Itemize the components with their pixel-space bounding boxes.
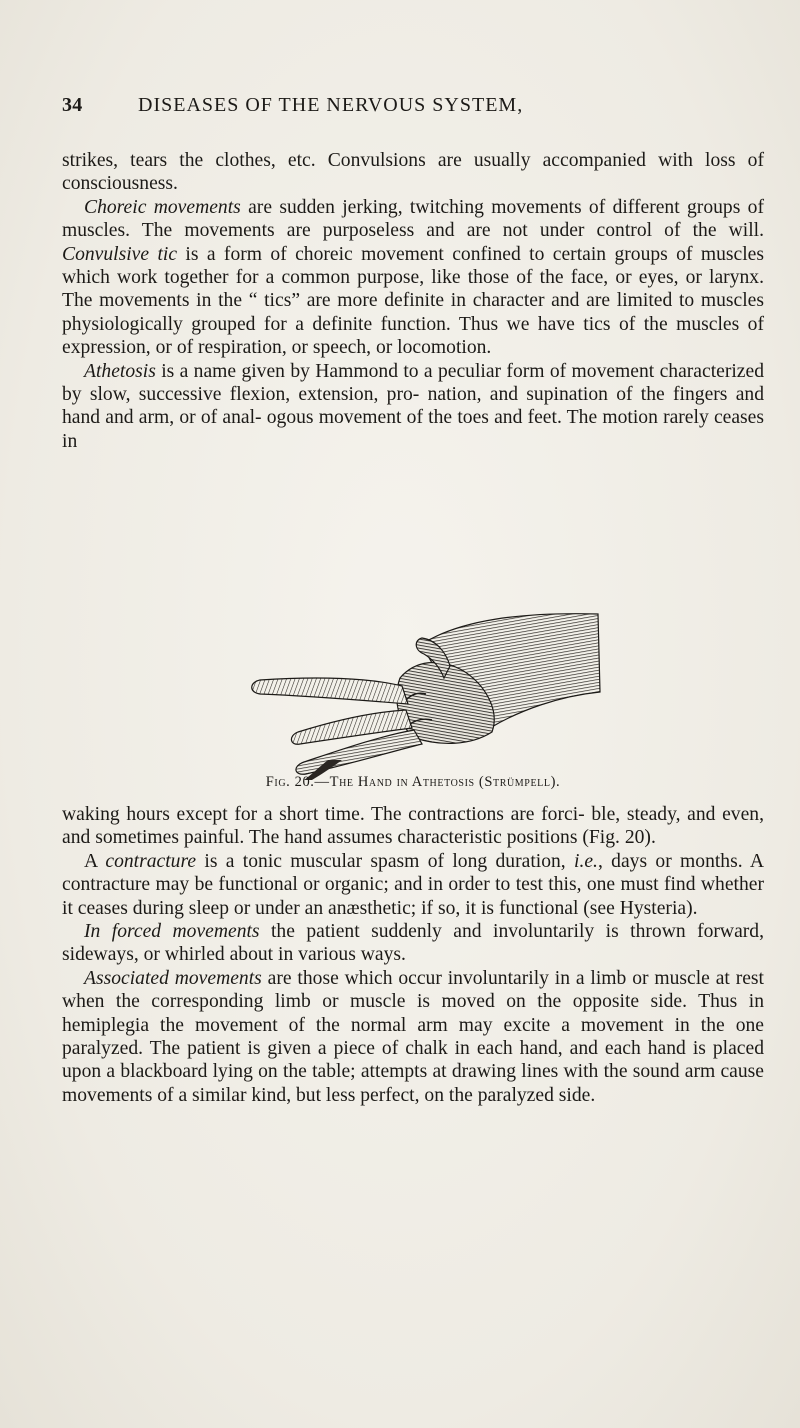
term-contracture: contracture <box>105 850 197 872</box>
page-number: 34 <box>62 94 83 116</box>
term-athetosis: Athetosis <box>84 360 156 382</box>
figure-caption: Fig. 20.—The Hand in Athetosis (Strümpell). <box>265 774 561 790</box>
running-head <box>62 94 762 120</box>
hand-in-athetosis-illustration <box>200 600 610 780</box>
paragraph-text: are sudden jerking, twitching movements of different groups of muscles. The movements are purposeless and are not under control of the will. <box>62 196 764 242</box>
paragraph-text: A <box>84 850 106 872</box>
paragraph-contracture <box>62 850 764 920</box>
paragraph-text: is a tonic muscular spasm of long duration, <box>196 850 575 872</box>
paragraph-waking-hours <box>62 803 764 850</box>
running-title: DISEASES OF THE NERVOUS SYSTEM, <box>138 94 524 116</box>
upper-text-block <box>62 149 764 453</box>
term-ie: i.e. <box>574 850 598 872</box>
paragraph-text: waking hours except for a short time. The contractions are forci- ble, steady, and even, and sometimes painful. The hand assumes characteristic positions (Fig. 20). <box>62 804 764 849</box>
paragraph-associated-movements <box>62 967 764 1107</box>
paragraph-forced-movements <box>62 920 764 967</box>
paragraph-text: , days or months. A contracture may be functional or organic; and in order to test this, one must find whether it ceases during sleep or under an anæsthetic; if so, it is functional (see Hysteria). <box>62 850 765 919</box>
paragraph-text: strikes, tears the clothes, etc. Convulsions are usually accompanied with loss of consciousness. <box>62 150 764 195</box>
paragraph-text: is a name given by Hammond to a peculiar form of movement characterized by slow, successive flexion, extension, pro- nation, and supination of the fingers and hand and arm, or of anal- ogous movement of the toes and feet. The motion rarely ceases in <box>62 360 764 452</box>
term-associated-movements: Associated movements <box>84 967 262 989</box>
paragraph-text: is a form of choreic movement confined to certain groups of muscles which work together for a common purpose, like those of the face, or eyes, or larynx. The movements in the “ tics” are more definite in character and are limited to muscles physiologically grouped for a definite function. Thus we have tics of the muscles of expression, or of respiration, or speech, or locomotion. <box>62 243 764 359</box>
paragraph-choreic <box>62 196 764 360</box>
term-choreic-movements: Choreic movements <box>84 196 241 218</box>
paragraph-text: are those which occur involuntarily in a limb or muscle at rest when the corresponding limb or muscle is moved on the opposite side. Thus in hemiplegia the movement of the normal arm may excite a movement in the one paralyzed. The patient is given a piece of chalk in each hand, and each hand is placed upon a blackboard lying on the table; attempts at drawing lines with the sound arm cause movements of a similar kind, but less perfect, on the paralyzed side. <box>62 967 764 1106</box>
index-finger-shape <box>252 678 408 704</box>
paragraph-convulsions <box>62 149 764 196</box>
lower-text-block <box>62 803 764 1107</box>
term-forced-movements: In forced movements <box>84 921 260 943</box>
paragraph-text: the patient suddenly and involuntarily is thrown forward, sideways, or whirled about in various ways. <box>62 921 764 966</box>
term-convulsive-tic: Convulsive tic <box>62 243 178 265</box>
paragraph-athetosis <box>62 360 764 454</box>
